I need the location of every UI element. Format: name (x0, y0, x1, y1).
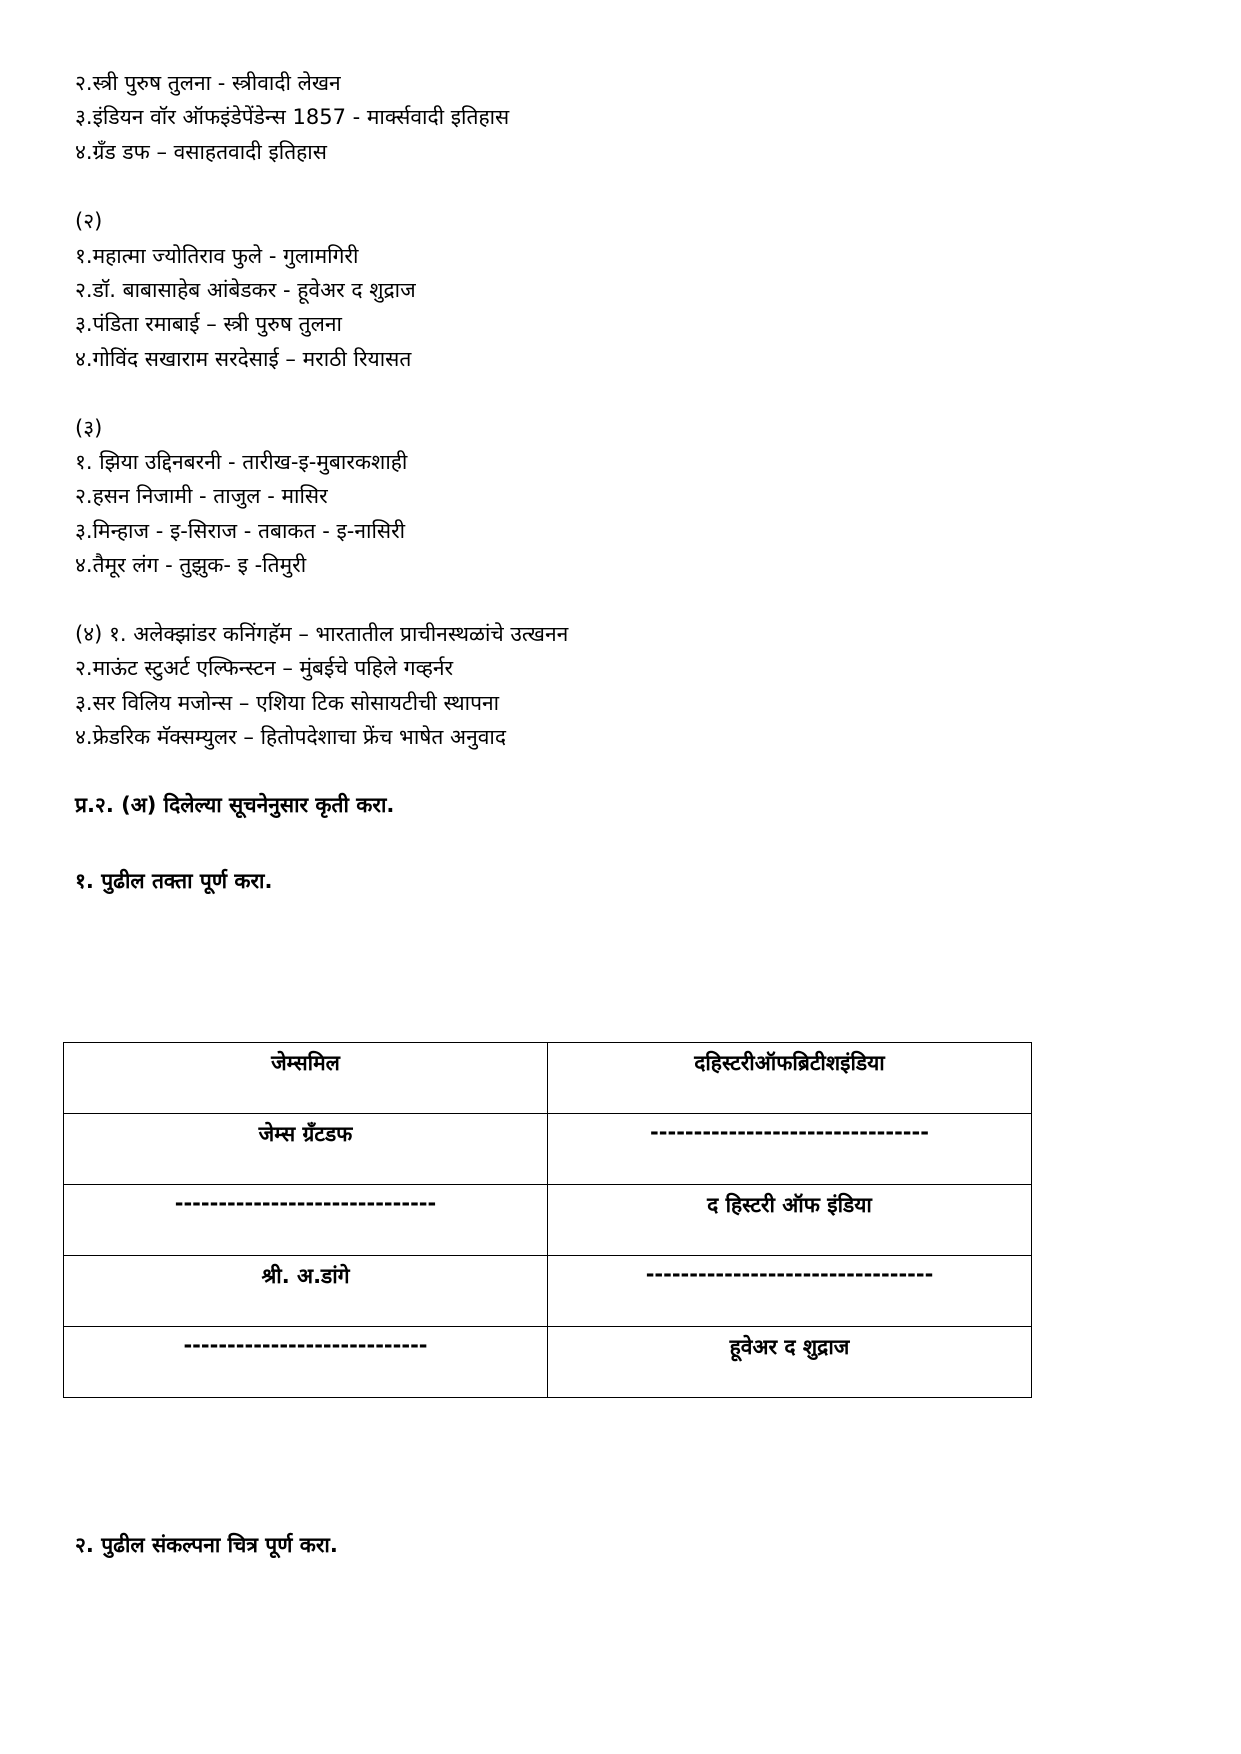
table-cell-book: हूवेअर द शुद्राज (548, 1327, 1032, 1398)
section-3-line-3: ३.मिन्हाज - इ-सिराज - तबाकत - इ-नासिरी (75, 519, 406, 543)
section-2-heading: (२) (75, 209, 103, 233)
section-4-line-2: २.माऊंट स्टुअर्ट एल्फिन्स्टन – मुंबईचे पहिले गव्हर्नर (75, 656, 454, 680)
table-cell-author: जेम्स ग्रँटडफ (64, 1114, 548, 1185)
table-row (64, 1327, 1032, 1398)
table-cell-book: --------------------------------- (548, 1256, 1032, 1327)
table-cell-book: दहिस्टरीऑफब्रिटीशइंडिया (548, 1043, 1032, 1114)
section-1-line-4: ४.ग्रँड डफ – वसाहतवादी इतिहास (75, 140, 327, 164)
section-3-heading: (३) (75, 416, 103, 440)
table-cell-author: श्री. अ.डांगे (64, 1256, 548, 1327)
section-3-line-4: ४.तैमूर लंग - तुझुक- इ -तिमुरी (75, 553, 307, 577)
question-2-sub-1: १. पुढील तक्ता पूर्ण करा. (75, 869, 273, 893)
table-cell-author: जेम्समिल (64, 1043, 548, 1114)
table-row (64, 1256, 1032, 1327)
section-4-line-3: ३.सर विलिय मजोन्स – एशिया टिक सोसायटीची स्थापना (75, 691, 500, 715)
table-row (64, 1114, 1032, 1185)
section-1-line-3: ३.इंडियन वॉर ऑफइंडेपेंडेन्स 1857 - मार्क्सवादी इतिहास (75, 105, 510, 129)
question-2-title: प्र.२. (अ) दिलेल्या सूचनेनुसार कृती करा. (75, 793, 395, 817)
section-1-line-2: २.स्त्री पुरुष तुलना - स्त्रीवादी लेखन (75, 71, 341, 95)
table-row (64, 1043, 1032, 1114)
question-2-sub-2: २. पुढील संकल्पना चित्र पूर्ण करा. (75, 1533, 338, 1557)
section-3-line-1: १. झिया उद्दिनबरनी - तारीख-इ-मुबारकशाही (75, 450, 408, 474)
table-cell-book: -------------------------------- (548, 1114, 1032, 1185)
section-2-line-3: ३.पंडिता रमाबाई – स्त्री पुरुष तुलना (75, 312, 342, 336)
table-cell-author: ------------------------------ (64, 1185, 548, 1256)
table-cell-book: द हिस्टरी ऑफ इंडिया (548, 1185, 1032, 1256)
fill-in-table (63, 1042, 1032, 1398)
section-2-line-2: २.डॉ. बाबासाहेब आंबेडकर - हूवेअर द शुद्राज (75, 278, 416, 302)
section-4-line-4: ४.फ्रेडरिक मॅक्सम्युलर – हितोपदेशाचा फ्रेंच भाषेत अनुवाद (75, 725, 507, 749)
section-2-line-1: १.महात्मा ज्योतिराव फुले - गुलामगिरी (75, 244, 359, 268)
section-3-line-2: २.हसन निजामी - ताजुल - मासिर (75, 484, 328, 508)
section-4-line-1: (४) १. अलेक्झांडर कनिंगहॅम – भारतातील प्राचीनस्थळांचे उत्खनन (75, 622, 569, 646)
section-2-line-4: ४.गोविंद सखाराम सरदेसाई – मराठी रियासत (75, 347, 412, 371)
table-cell-author: ---------------------------- (64, 1327, 548, 1398)
table-row (64, 1185, 1032, 1256)
